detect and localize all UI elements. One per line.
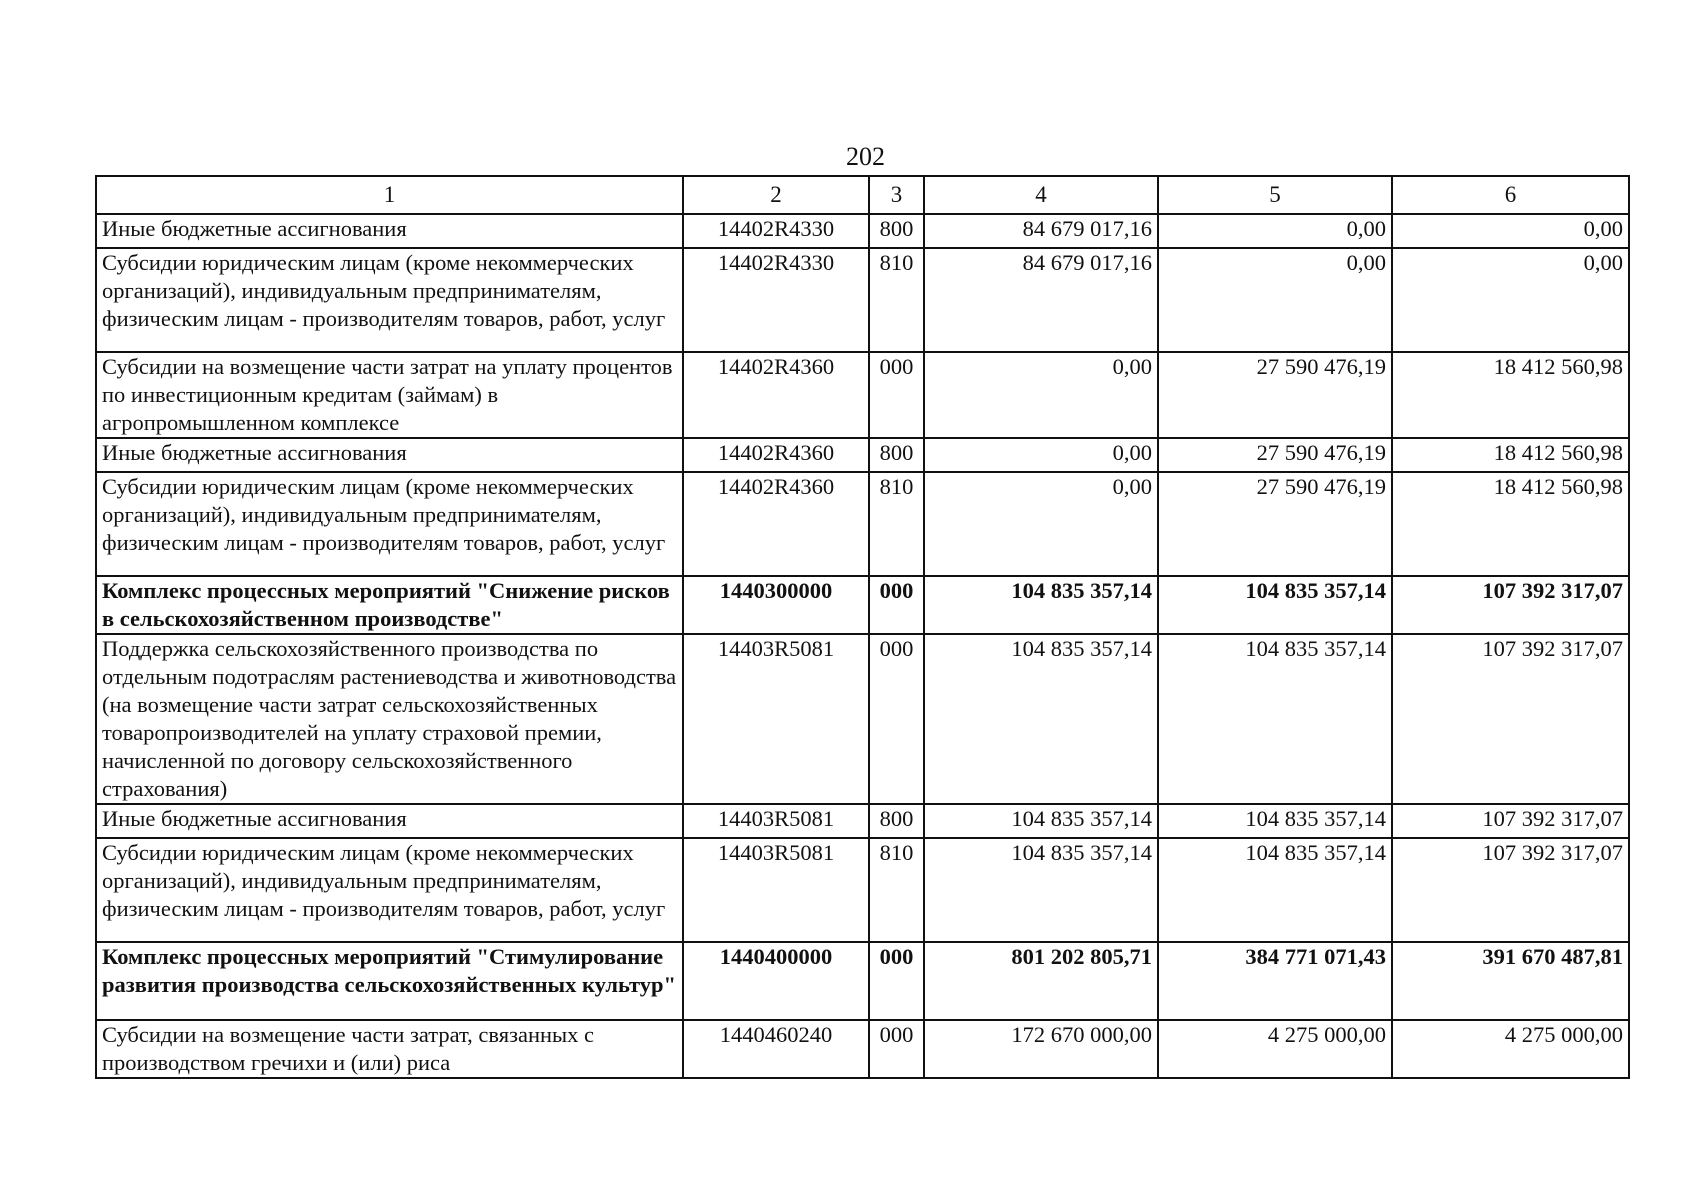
row-value-col5: 104 835 357,14 — [1158, 576, 1392, 634]
row-name: Поддержка сельскохозяйственного производства по отдельным подотраслям растениеводства и животноводства (на возмещение части затрат сельскохозяйственных товаропроизводителей на уплату страховой премии, начисленной по договору сельскохозяйственного страхования) — [96, 634, 683, 804]
table-row — [96, 576, 1629, 634]
row-value-col5: 27 590 476,19 — [1158, 438, 1392, 472]
row-value-col4: 104 835 357,14 — [924, 634, 1158, 804]
row-value-col5: 4 275 000,00 — [1158, 1020, 1392, 1078]
header-row — [96, 176, 1629, 214]
row-value-col5: 27 590 476,19 — [1158, 352, 1392, 438]
row-name: Иные бюджетные ассигнования — [96, 804, 683, 838]
row-code: 14402R4330 — [683, 248, 869, 352]
row-value-col6: 107 392 317,07 — [1392, 576, 1629, 634]
row-value-col6: 4 275 000,00 — [1392, 1020, 1629, 1078]
row-expense-type: 000 — [869, 352, 924, 438]
row-value-col5: 0,00 — [1158, 248, 1392, 352]
row-value-col6: 107 392 317,07 — [1392, 634, 1629, 804]
row-expense-type: 800 — [869, 804, 924, 838]
row-code: 1440400000 — [683, 942, 869, 1020]
row-expense-type: 000 — [869, 942, 924, 1020]
row-value-col4: 801 202 805,71 — [924, 942, 1158, 1020]
header-col-1: 1 — [96, 176, 683, 214]
row-expense-type: 810 — [869, 472, 924, 576]
row-value-col4: 104 835 357,14 — [924, 838, 1158, 942]
header-col-2: 2 — [683, 176, 869, 214]
table-row — [96, 634, 1629, 804]
header-col-3: 3 — [869, 176, 924, 214]
row-value-col4: 84 679 017,16 — [924, 248, 1158, 352]
table-row — [96, 472, 1629, 576]
row-code: 14402R4360 — [683, 472, 869, 576]
row-value-col5: 104 835 357,14 — [1158, 838, 1392, 942]
row-expense-type: 810 — [869, 248, 924, 352]
row-name: Субсидии юридическим лицам (кроме некоммерческих организаций), индивидуальным предпринимателям, физическим лицам - производителям товаров, работ, услуг — [96, 248, 683, 352]
row-expense-type: 800 — [869, 214, 924, 248]
row-value-col5: 104 835 357,14 — [1158, 804, 1392, 838]
row-code: 14402R4360 — [683, 352, 869, 438]
row-value-col5: 27 590 476,19 — [1158, 472, 1392, 576]
row-value-col4: 0,00 — [924, 438, 1158, 472]
row-name: Субсидии юридическим лицам (кроме некоммерческих организаций), индивидуальным предпринимателям, физическим лицам - производителям товаров, работ, услуг — [96, 472, 683, 576]
table-row — [96, 942, 1629, 1020]
row-name: Субсидии на возмещение части затрат, связанных с производством гречихи и (или) риса — [96, 1020, 683, 1078]
table-row — [96, 838, 1629, 942]
row-value-col6: 107 392 317,07 — [1392, 838, 1629, 942]
row-value-col6: 18 412 560,98 — [1392, 352, 1629, 438]
row-name: Субсидии на возмещение части затрат на уплату процентов по инвестиционным кредитам (займам) в агропромышленном комплексе — [96, 352, 683, 438]
budget-table — [95, 175, 1630, 1079]
row-name: Иные бюджетные ассигнования — [96, 214, 683, 248]
table-row — [96, 214, 1629, 248]
row-name: Субсидии юридическим лицам (кроме некоммерческих организаций), индивидуальным предпринимателям, физическим лицам - производителям товаров, работ, услуг — [96, 838, 683, 942]
row-name: Комплекс процессных мероприятий "Стимулирование развития производства сельскохозяйственных культур" — [96, 942, 683, 1020]
table-body — [96, 214, 1629, 1078]
row-value-col4: 84 679 017,16 — [924, 214, 1158, 248]
row-expense-type: 000 — [869, 576, 924, 634]
header-col-4: 4 — [924, 176, 1158, 214]
table-row — [96, 804, 1629, 838]
row-name: Иные бюджетные ассигнования — [96, 438, 683, 472]
row-value-col4: 0,00 — [924, 352, 1158, 438]
table-row — [96, 248, 1629, 352]
row-value-col6: 0,00 — [1392, 214, 1629, 248]
row-value-col4: 172 670 000,00 — [924, 1020, 1158, 1078]
row-value-col6: 18 412 560,98 — [1392, 472, 1629, 576]
row-name: Комплекс процессных мероприятий "Снижение рисков в сельскохозяйственном производстве" — [96, 576, 683, 634]
table-row — [96, 352, 1629, 438]
row-value-col6: 0,00 — [1392, 248, 1629, 352]
header-col-6: 6 — [1392, 176, 1629, 214]
row-value-col5: 0,00 — [1158, 214, 1392, 248]
page-number: 202 — [846, 142, 885, 171]
table-row — [96, 438, 1629, 472]
row-value-col5: 104 835 357,14 — [1158, 634, 1392, 804]
row-value-col4: 0,00 — [924, 472, 1158, 576]
row-value-col6: 107 392 317,07 — [1392, 804, 1629, 838]
row-value-col4: 104 835 357,14 — [924, 576, 1158, 634]
table-row — [96, 1020, 1629, 1078]
row-code: 14403R5081 — [683, 804, 869, 838]
row-value-col6: 391 670 487,81 — [1392, 942, 1629, 1020]
row-value-col5: 384 771 071,43 — [1158, 942, 1392, 1020]
table-header — [96, 176, 1629, 214]
row-value-col6: 18 412 560,98 — [1392, 438, 1629, 472]
row-code: 1440460240 — [683, 1020, 869, 1078]
row-expense-type: 000 — [869, 634, 924, 804]
row-code: 14403R5081 — [683, 838, 869, 942]
row-code: 14403R5081 — [683, 634, 869, 804]
row-value-col4: 104 835 357,14 — [924, 804, 1158, 838]
header-col-5: 5 — [1158, 176, 1392, 214]
row-code: 1440300000 — [683, 576, 869, 634]
row-code: 14402R4360 — [683, 438, 869, 472]
row-expense-type: 810 — [869, 838, 924, 942]
row-code: 14402R4330 — [683, 214, 869, 248]
row-expense-type: 800 — [869, 438, 924, 472]
row-expense-type: 000 — [869, 1020, 924, 1078]
